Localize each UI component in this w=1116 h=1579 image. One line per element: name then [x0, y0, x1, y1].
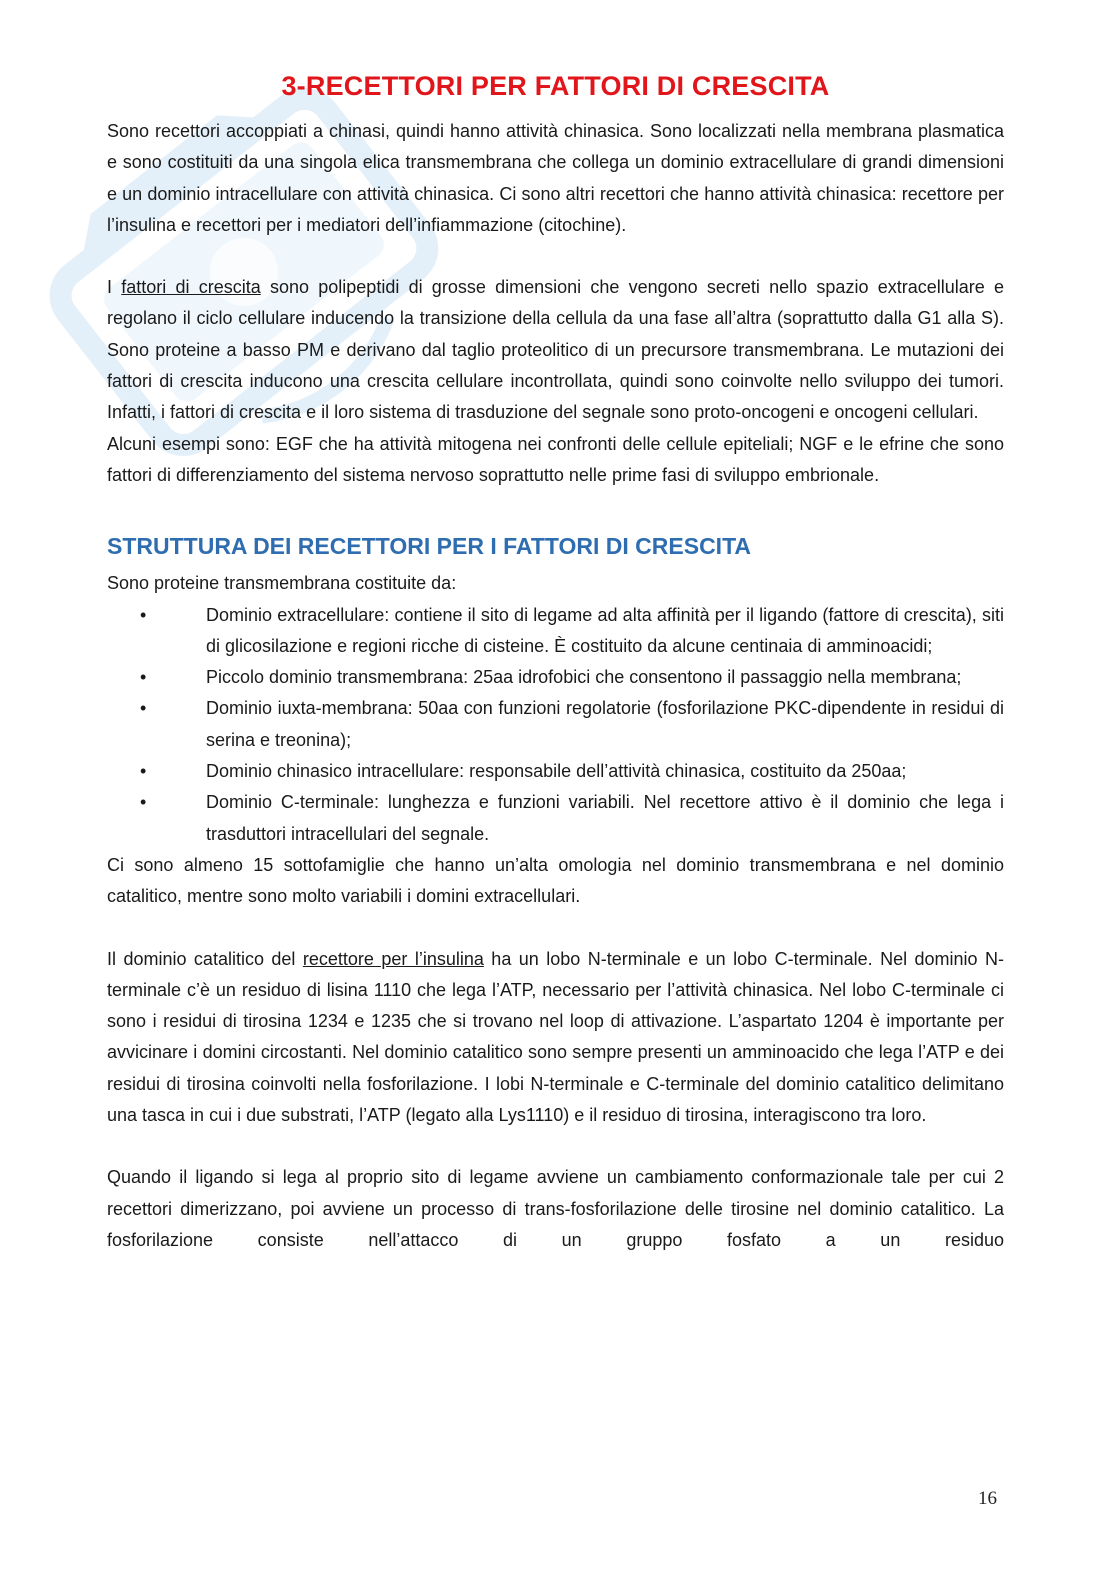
bullet-icon: •	[140, 761, 147, 782]
insulin-lead: Il dominio catalitico del	[107, 948, 303, 969]
bullet-icon: •	[140, 698, 147, 719]
page-number: 16	[978, 1488, 997, 1509]
paragraph-gap	[107, 1131, 1004, 1162]
section-gap	[107, 491, 1004, 528]
growth-factors-paragraph	[107, 272, 1004, 428]
bullet-icon: •	[140, 604, 147, 625]
chapter-title: 3-RECETTORI PER FATTORI DI CRESCITA	[281, 71, 830, 101]
intro-paragraph: Sono recettori accoppiati a chinasi, quindi hanno attività chinasica. Sono localizzati nella membrana plasmatica e sono costituiti da una singola elica transmembrana che collega un dominio extracellulare di grandi dimensioni e un dominio intracellulare con attività chinasica. Ci sono altri recettori che hanno attività chinasica: recettore per l’insulina e recettori per i mediatori dell’infiammazione (citochine).	[107, 121, 1004, 235]
ligand-paragraph: Quando il ligando si lega al proprio sito di legame avviene un cambiamento conformazionale tale per cui 2 recettori dimerizzano, poi avviene un processo di trans-fosforilazione delle tirosine nel dominio catalitico. La fosforilazione consiste nell’attacco di un gruppo fosfato a un residuo	[107, 1167, 1004, 1250]
insulin-text: ha un lobo N-terminale e un lobo C-terminale. Nel dominio N-terminale c’è un residuo di lisina 1110 che lega l’ATP, necessario per l’attività chinasica. Nel lobo C-terminale ci sono i residui di tirosina 1234 e 1235 che si trovano nel loop di attivazione. L’aspartato 1204 è importante per avvicinare i domini circostanti. Nel dominio catalitico sono sempre presenti un amminoacido che lega l’ATP e dei residui di tirosina coinvolti nella fosforilazione. I lobi N-terminale e C-terminale del dominio catalitico delimitano una tasca in cui i due substrati, l’ATP (legato alla Lys1110) e il residuo di tirosina, interagiscono tra loro.	[107, 948, 1004, 1126]
section-title: STRUTTURA DEI RECETTORI PER I FATTORI DI CRESCITA	[107, 533, 752, 560]
bullet-icon: •	[140, 792, 147, 813]
subfamilies-paragraph: Ci sono almeno 15 sottofamiglie che hanno un’alta omologia nel dominio transmembrana e nel dominio catalitico, mentre sono molto variabili i domini extracellulari.	[107, 854, 1004, 907]
list-intro: Sono proteine transmembrana costituite da:	[107, 573, 457, 594]
insulin-receptor-paragraph	[107, 944, 1004, 1132]
examples-paragraph: Alcuni esempi sono: EGF che ha attività mitogena nei confronti delle cellule epiteliali; NGF e le efrine che sono fattori di differenziamento del sistema nervoso soprattutto nelle prime fasi di sviluppo embrionale.	[107, 433, 1004, 485]
growth-factors-term: fattori di crescita	[121, 277, 261, 298]
list-item: • Piccolo dominio transmembrana: 25aa idrofobici che consentono il passaggio nella membrana;	[107, 662, 1004, 693]
page-content	[107, 66, 1004, 1256]
list-item: • Dominio C-terminale: lunghezza e funzioni variabili. Nel recettore attivo è il dominio che lega i trasduttori intracellulari del segnale.	[107, 787, 1004, 850]
structure-list	[107, 600, 1004, 850]
growth-lead: I	[107, 277, 122, 298]
growth-text: sono polipeptidi di grosse dimensioni che vengono secreti nello spazio extracellulare e regolano il ciclo cellulare inducendo la transizione della cellula da una fase all’altra (soprattutto dalla G1 alla S). Sono proteine a basso PM e derivano dal taglio proteolitico di un precursore transmembrana. Le mutazioni dei fattori di crescita inducono una crescita cellulare incontrollata, quindi sono coinvolte nello sviluppo dei tumori. Infatti, i fattori di crescita e il loro sistema di trasduzione del segnale sono proto-oncogeni e oncogeni cellulari.	[107, 277, 1004, 423]
insulin-receptor-term: recettore per l’insulina	[302, 948, 484, 969]
list-item: • Dominio extracellulare: contiene il sito di legame ad alta affinità per il ligando (fattore di crescita), siti di glicosilazione e regioni ricche di cisteine. È costituito da alcune centinaia di amminoacidi;	[107, 600, 1004, 663]
bullet-icon: •	[140, 667, 147, 688]
paragraph-gap	[107, 913, 1004, 944]
paragraph-gap	[107, 241, 1004, 272]
list-item: • Dominio chinasico intracellulare: responsabile dell’attività chinasica, costituito da 250aa;	[107, 756, 1004, 787]
list-item: • Dominio iuxta-membrana: 50aa con funzioni regolatorie (fosforilazione PKC-dipendente in residui di serina e treonina);	[107, 693, 1004, 756]
